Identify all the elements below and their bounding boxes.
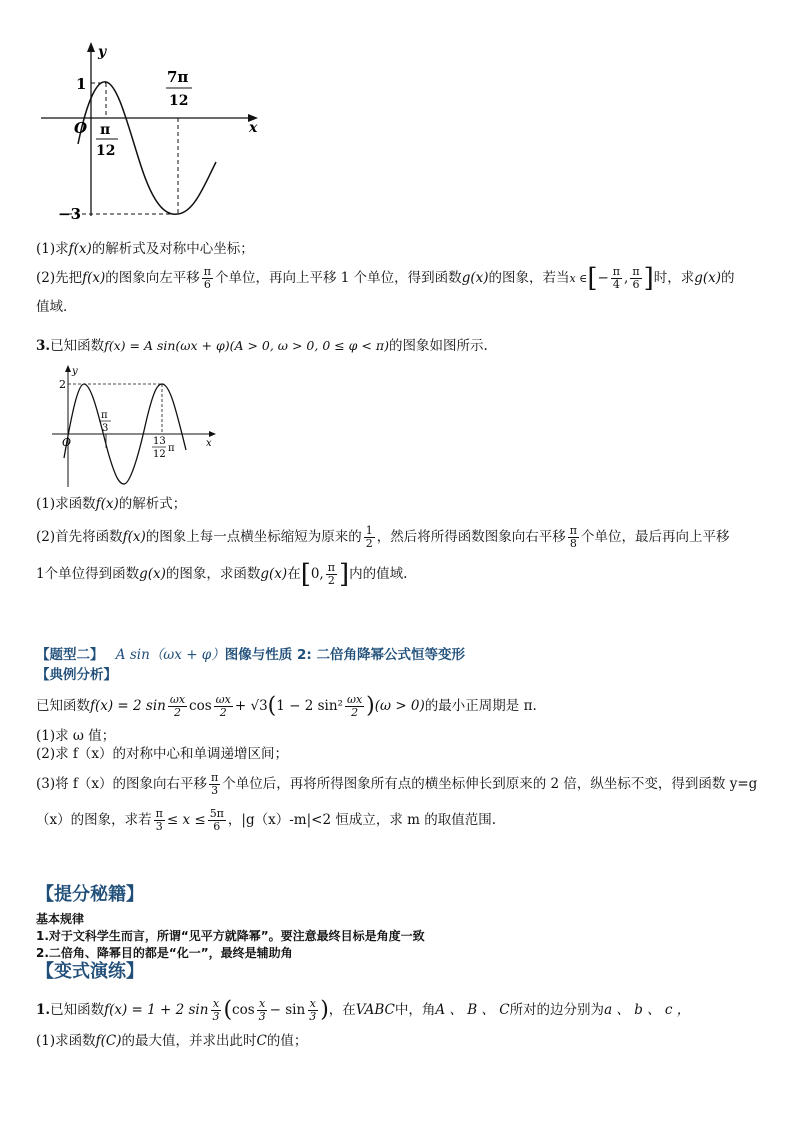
den: 8 [569,537,577,550]
left-bracket: [ [587,263,598,294]
text: ，在 [328,1002,356,1018]
fraction-wx-2 [345,694,364,719]
text: 内的值域. [349,566,408,582]
num: x [212,997,220,1010]
fx: f(x) [68,241,92,257]
text: 所对的边分别为 [509,1002,605,1018]
y-axis-label: y [98,44,107,60]
comma: , [624,270,629,286]
tip-item: 1.对于文科学生而言，所谓“见平方就降幂”。要注意最终目标是角度一致 [36,929,425,943]
tick-pi3-denominator: 3 [102,423,109,434]
minus-sin: − sin [269,1002,306,1018]
s2-q2-line [36,745,288,763]
omega-cond: (ω > 0) [374,698,425,714]
text: 值域． [36,299,77,315]
sides: a 、 b 、 c ， [604,1002,691,1018]
func: f(x) = 1 + 2 sin [104,1002,209,1018]
text: (1)求 [36,241,69,257]
zero: 0, [310,566,324,582]
fraction-x-3 [210,998,221,1023]
text: (2)先把 [36,270,83,286]
text: 的图象上每一点横坐标缩短为原来的 [145,529,362,545]
fraction-pi-4 [611,266,622,291]
num: π [211,771,219,784]
problem-number: 1. [36,1002,51,1018]
func: f(x) = 2 sin [90,698,166,714]
den: 3 [309,1010,317,1023]
text: （x）的图象，求若 [36,812,152,828]
fraction-pi-6 [630,266,641,291]
den: 6 [632,278,640,291]
fraction-1-2 [364,525,375,550]
num: π [203,265,212,278]
left-paren: ( [223,997,233,1023]
q2-line [36,263,735,294]
gx: g(x) [461,270,489,286]
num: ωx [346,693,363,706]
gx: g(x) [694,270,722,286]
den: 2 [327,574,335,587]
section-title-math: A sin（ωx + φ） [115,647,225,663]
fraction-wx-2 [214,694,233,719]
text: 时，求 [653,270,695,286]
example-header [36,666,117,684]
text: ，|g（x）-m|<2 恒成立，求 m 的取值范围. [227,812,497,828]
left-paren: ( [267,693,277,719]
text: 已知函数 [36,698,90,714]
left-bracket: [ [300,559,311,590]
fraction-pi-6 [202,266,213,291]
den: 3 [212,1010,220,1023]
den: 6 [213,820,221,833]
text: 的值； [266,1033,308,1049]
text: 的图象，若当 [488,270,570,286]
text: 的 [721,270,735,286]
den: 4 [612,278,620,291]
problem-number: 3. [36,338,51,354]
num: ωx [215,693,231,706]
fx: f(x) [122,529,146,545]
y-axis-label: y [72,366,78,377]
gx: g(x) [260,566,288,582]
origin-label: O [74,119,88,137]
right-paren: ) [366,693,375,719]
num: x [259,997,266,1010]
den: 6 [203,278,211,291]
tick-pi-numerator: π [100,122,111,138]
num: π [569,524,578,537]
p3-line [36,337,488,355]
s2-q3-cont-line [36,808,496,833]
text: 的图象向左平移 [105,270,200,286]
tips-item1 [36,927,425,945]
practice-q1-line [36,1032,307,1050]
fraction-pi-2 [326,562,337,587]
practice-header [36,963,144,982]
right-paren: ) [320,997,329,1023]
right-bracket: ] [338,559,350,590]
text: 的解析式； [118,496,187,512]
practice-title: 【变式演练】 [36,961,144,982]
text: 个单位，再向上平移 1 个单位，得到函数 [215,270,462,286]
angle-c: C [256,1033,267,1049]
text: (3)将 f（x）的图象向右平移 [36,776,208,792]
graph-1 [36,36,266,226]
num: 5π [209,807,224,820]
fraction-pi-3 [154,808,165,833]
s2-q3-line [36,772,757,797]
inequality: ≤ x ≤ [166,812,206,828]
fraction-x-3 [307,998,318,1023]
num: π [327,561,335,574]
section-bracket: 【题型二】 [36,647,104,663]
num: π [155,807,163,820]
tick-pi-denominator: 12 [96,143,116,159]
fraction-pi-8 [568,525,579,550]
fx: f(x) [95,496,119,512]
text: (2)首先将函数 [36,529,123,545]
text: 的解析式及对称中心坐标； [91,241,254,257]
num: π [612,265,621,278]
text: 的图象如图所示. [388,338,488,354]
q2-cont-line [36,298,77,316]
den: 2 [351,706,359,719]
cos: cos [232,1002,255,1018]
fraction-pi-3 [209,772,220,797]
tick-13-denominator: 12 [153,449,166,460]
tick-7pi-numerator: 7π [167,68,189,86]
tick-neg3: −3 [58,205,82,223]
text: 1个单位得到函数 [36,566,140,582]
text: 的最小正周期是 π. [424,698,537,714]
fraction-5pi-6 [208,808,226,833]
example-label: 【典例分析】 [36,667,117,683]
tick-7pi-denominator: 12 [169,93,189,109]
tips-title: 【提分秘籍】 [36,884,144,905]
cos: cos [189,698,212,714]
example-line [36,694,537,719]
num: ωx [169,693,186,706]
text: (1)求函数 [36,1033,96,1049]
text: (2)求 f（x）的对称中心和单调递增区间； [36,746,289,762]
tips-rule [36,910,84,928]
one-minus: 1 − 2 sin² [276,698,343,714]
text: 个单位，最后再向上平移 [581,529,730,545]
tick-13-numerator: 13 [153,436,166,447]
angles: A 、 B 、 C [435,1002,510,1018]
fx: f(x) [82,270,106,286]
text: ，然后将所得函数图象向右平移 [376,529,566,545]
text: 中，角 [394,1002,436,1018]
num: 1 [365,524,373,537]
num: x [309,997,316,1010]
practice-line [36,998,690,1023]
text: 的图象，求函数 [165,566,261,582]
den: 3 [258,1010,266,1023]
s2-q1-line [36,727,115,745]
text: 已知函数 [50,1002,105,1018]
den: 3 [211,784,219,797]
tick-13-pi: π [168,443,175,454]
section2-header [36,646,465,664]
gx: g(x) [139,566,166,582]
den: 3 [155,820,163,833]
fc: f(C) [95,1033,122,1049]
text: (1)求函数 [36,496,96,512]
origin-label: O [62,436,72,449]
fraction-x-3 [257,998,268,1023]
function-def: f(x) = A sin(ωx + φ)(A > 0, ω > 0, 0 ≤ φ < π) [104,338,389,353]
tick-pi3-numerator: π [101,410,108,421]
den: 2 [219,706,227,719]
rule-label: 基本规律 [36,912,85,926]
fraction-wx-2 [168,694,187,719]
text: 在 [287,566,301,582]
q1-line [36,240,254,258]
x-in: x ∈ [569,272,588,285]
x-axis-label: x [206,438,212,449]
tips-header [36,886,144,905]
sqrt: + √3 [234,698,268,714]
tick-1: 1 [76,75,87,93]
section-title: 图像与性质 2: 二倍角降幂公式恒等变形 [224,647,465,663]
den: 2 [365,537,373,550]
text: 个单位后，再将所得图象所有点的横坐标伸长到原来的 2 倍，纵坐标不变，得到函数 y=g [222,776,758,792]
tips-item2 [36,944,293,962]
text: 的最大值，并求出此时 [121,1033,257,1049]
text: 已知函数 [50,338,105,354]
num: π [632,265,640,278]
right-bracket: ] [643,263,654,294]
graph-2 [46,362,226,492]
minus: − [597,270,609,286]
tip-item: 2.二倍角、降幂目的都是“化一”，最终是辅助角 [36,946,293,960]
triangle: VABC [355,1002,395,1018]
p3-q2-cont-line [36,559,408,590]
text: (1)求 ω 值； [36,728,116,744]
x-axis-label: x [249,120,258,136]
p3-q1-line [36,495,186,513]
tick-2: 2 [59,378,66,391]
p3-q2-line [36,525,730,550]
den: 2 [173,706,181,719]
